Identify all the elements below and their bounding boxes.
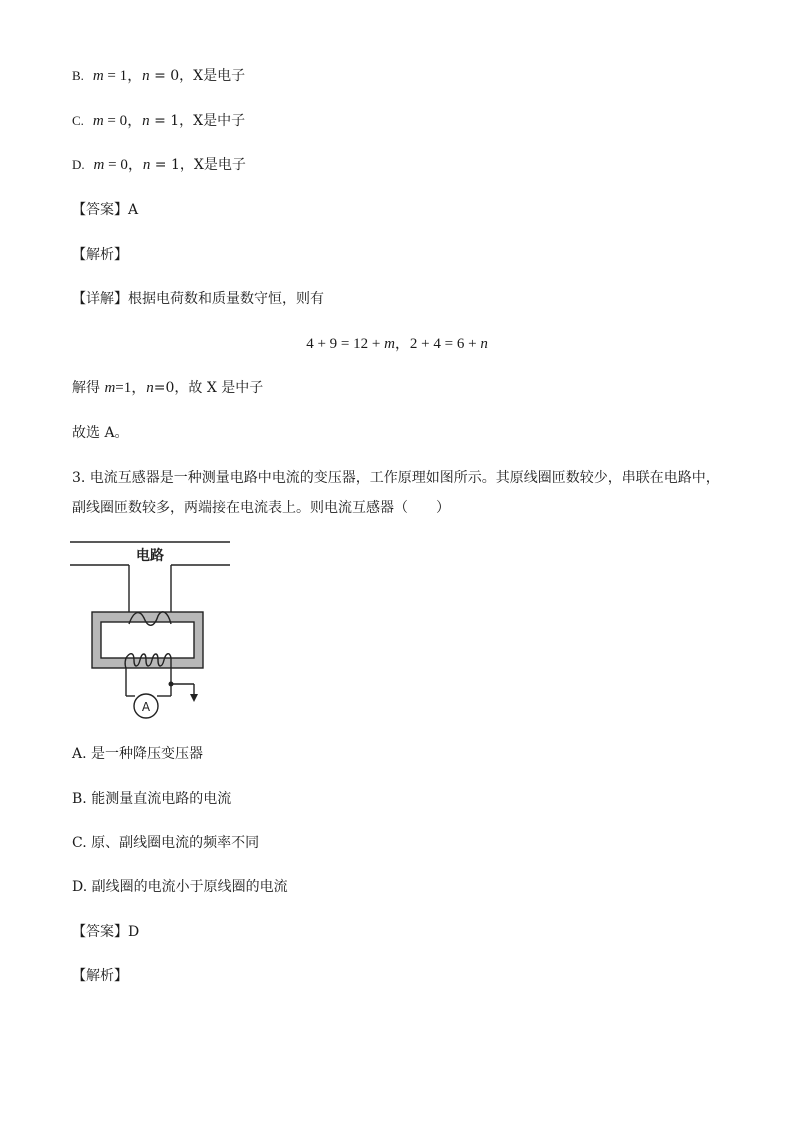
q3-option-c: C. 原、副线圈电流的频率不同 bbox=[72, 835, 260, 851]
var-m: m bbox=[104, 380, 116, 396]
choose-text: 故选 A。 bbox=[72, 425, 129, 441]
solve-part: =1， bbox=[115, 380, 147, 396]
detail-text: 【详解】根据电荷数和质量数守恒，则有 bbox=[72, 291, 324, 307]
var-n: n bbox=[146, 380, 154, 396]
option-letter: C. bbox=[72, 113, 84, 128]
value-text: = 0， bbox=[103, 113, 143, 129]
option-b bbox=[72, 66, 245, 86]
q3-option-d: D. 副线圈的电流小于原线圈的电流 bbox=[72, 879, 288, 895]
var-n: n bbox=[480, 336, 488, 352]
var-m: m bbox=[384, 336, 395, 352]
value-text: = 1，X是电子 bbox=[150, 157, 246, 173]
value-text: = 1， bbox=[103, 68, 143, 84]
analysis-1: 【解析】 bbox=[72, 247, 128, 263]
option-letter: D. bbox=[72, 157, 85, 172]
option-d bbox=[72, 155, 246, 175]
var-n: n bbox=[142, 113, 150, 129]
ammeter-label: A bbox=[141, 700, 151, 714]
option-letter: B. bbox=[72, 68, 84, 83]
equation-part: 4 + 9 = 12 + bbox=[306, 336, 385, 352]
solve-part: =0，故 X 是中子 bbox=[153, 380, 264, 396]
var-n: n bbox=[142, 68, 150, 84]
q3-option-b: B. 能测量直流电路的电流 bbox=[72, 791, 232, 807]
question-3-line-1: 3. 电流互感器是一种测量电路中电流的变压器，工作原理如图所示。其原线圈匝数较少，串联在电路中， bbox=[72, 470, 720, 486]
var-n: n bbox=[142, 157, 151, 173]
junction-dot bbox=[169, 682, 174, 687]
answer-2: 【答案】D bbox=[72, 924, 140, 940]
value-text: = 0， bbox=[104, 157, 143, 173]
var-m: m bbox=[92, 68, 104, 84]
equation bbox=[0, 334, 794, 354]
equation-part: ，2 + 4 = 6 + bbox=[394, 336, 481, 352]
var-m: m bbox=[93, 157, 105, 173]
value-text: = 0，X是电子 bbox=[149, 68, 246, 84]
current-transformer-diagram bbox=[60, 536, 250, 726]
value-text: = 1，X是中子 bbox=[149, 113, 246, 129]
circuit-label: 电路 bbox=[136, 548, 164, 564]
arrow-down-icon bbox=[190, 694, 198, 702]
question-3-line-2: 副线圈匝数较多，两端接在电流表上。则电流互感器（ ） bbox=[72, 500, 450, 516]
analysis-2: 【解析】 bbox=[72, 968, 128, 984]
option-c bbox=[72, 111, 245, 131]
q3-option-a: A. 是一种降压变压器 bbox=[72, 746, 204, 762]
solve-text bbox=[72, 378, 263, 398]
solve-part: 解得 bbox=[72, 380, 105, 396]
var-m: m bbox=[92, 113, 104, 129]
answer-1: 【答案】A bbox=[72, 202, 139, 218]
